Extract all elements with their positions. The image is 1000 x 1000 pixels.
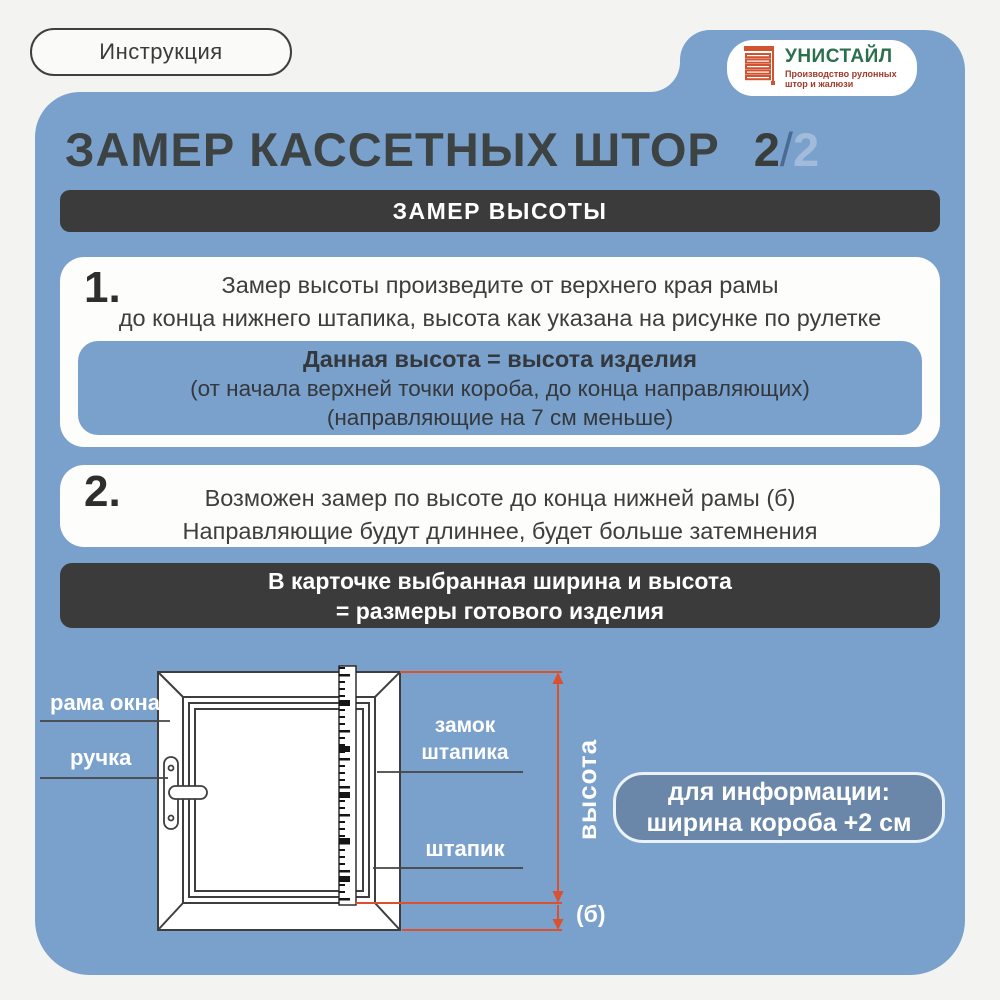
label-window-frame: рама окна <box>50 690 160 715</box>
label-b-mark: (б) <box>576 901 606 927</box>
section-banner-height <box>60 190 940 232</box>
page-indicator: 2/2 <box>753 123 820 176</box>
highlight-bold-line: Данная высота = высота изделия <box>303 345 697 372</box>
label-handle: ручка <box>70 745 132 770</box>
page-title: ЗАМЕР КАССЕТНЫХ ШТОР <box>65 123 720 176</box>
company-logo <box>727 40 917 96</box>
measuring-tape-icon <box>339 666 356 905</box>
highlight-line-2: (от начала верхней точки короба, до конца направляющих) <box>190 375 810 401</box>
window-frame <box>158 672 400 930</box>
step-1-number: 1. <box>84 263 121 312</box>
blinds-icon <box>743 45 777 92</box>
instruction-badge-label: Инструкция <box>99 39 223 64</box>
note-banner-line-1: В карточке выбранная ширина и высота <box>268 567 732 594</box>
label-height-vertical: высота <box>572 738 602 840</box>
logo-company-name: УНИСТАЙЛ <box>785 45 893 67</box>
section-banner-label: ЗАМЕР ВЫСОТЫ <box>392 197 608 224</box>
page-title-row <box>65 122 819 177</box>
label-bead-lock: замок штапика <box>421 714 509 764</box>
info-box <box>613 772 945 843</box>
step-2-text: Возможен замер по высоте до конца нижней рамы (б) Направляющие будут длиннее, будет больше затемнения <box>182 485 818 544</box>
step-2-card <box>60 465 940 547</box>
step-1-card <box>60 257 940 447</box>
label-bead: штапик <box>425 836 505 861</box>
note-banner <box>60 563 940 628</box>
step-1-text: Замер высоты произведите от верхнего края рамы до конца нижнего штапика, высота как указана на рисунке по рулетке <box>118 272 882 331</box>
note-banner-line-2: = размеры готового изделия <box>335 597 665 624</box>
info-box-line-1: для информации: <box>667 777 890 806</box>
highlight-line-3: (направляющие на 7 см меньше) <box>326 404 674 430</box>
step-2-number: 2. <box>84 467 121 516</box>
logo-subtitle: Производство рулонных штор и жалюзи <box>785 68 897 89</box>
step-1-highlight-box <box>78 341 922 435</box>
info-box-line-2: ширина короба +2 см <box>646 808 912 837</box>
